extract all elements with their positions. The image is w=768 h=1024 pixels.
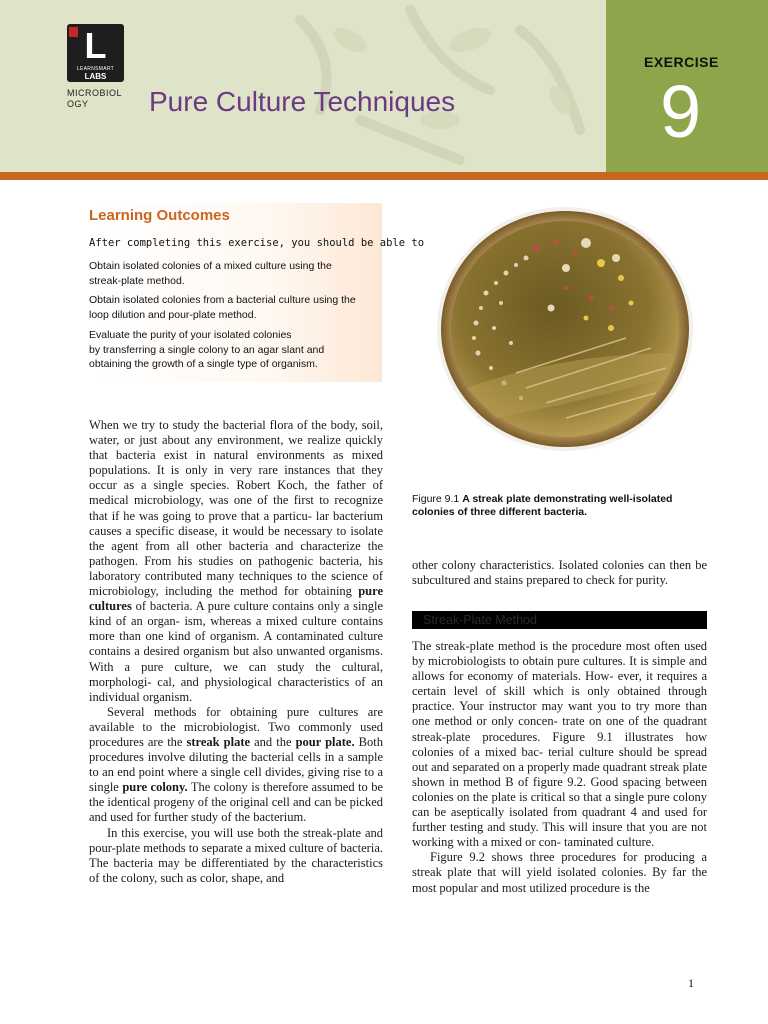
- outcome-line: by transferring a single colony to an agar slant and: [89, 343, 325, 356]
- streak-plate-photo: [426, 203, 704, 453]
- text-run: Several methods for obtaining pure cultures are available to the microbiologist. Two commonly used procedures are the: [89, 704, 383, 749]
- bold-term: pure cultures: [89, 584, 383, 614]
- outcome-line: Obtain isolated colonies from a bacterial culture using the: [89, 294, 356, 306]
- bold-term: pour plate.: [295, 734, 355, 749]
- exercise-label: EXERCISE: [644, 54, 719, 70]
- subject-label: MICROBIOL OGY: [67, 88, 122, 109]
- logo-big-text: LABS: [84, 72, 107, 81]
- body-paragraph: [89, 705, 383, 826]
- figure-caption-text: A streak plate demonstrating well-isolated colonies of three different bacteria.: [412, 493, 673, 518]
- page-title: Pure Culture Techniques: [149, 86, 456, 117]
- text-run: of bacteria. A pure culture contains only a single kind of an organ- ism, whereas a mixed culture contains more than one kind of organism. A contaminated culture contains a desired organism but also unwanted organisms. With a pure culture, we can study the cultural, morphologi- cal, and physiological characteristics of an individual organism.: [89, 599, 383, 704]
- outcome-line: loop dilution and pour-plate method.: [89, 308, 257, 321]
- learning-outcomes-intro: After completing this exercise, you should be able to: [89, 237, 425, 249]
- bold-term: streak plate: [186, 734, 251, 749]
- right-column-text: [412, 639, 707, 896]
- text-run: The colony is therefore assumed to be the identical progeny of the original cell and can be picked and used for further study of the bacterium.: [89, 780, 384, 825]
- page-number: 1: [688, 976, 694, 990]
- learning-outcome-item: [89, 328, 379, 372]
- exercise-number: 9: [660, 70, 702, 153]
- learning-outcome-item: [89, 293, 379, 322]
- right-column-intro: [412, 558, 707, 588]
- body-paragraph: The streak-plate method is the procedure most often used by microbiologists to obtain pure cultures. It is simple and allows for economy of materials. How- ever, it requires a certain level of skill which is only obtained through practice. Your instructor may want you to try more than one method or only concen- trate on one of the quadrant streak-plate procedures. Figure 9.1 illustrates how colonies of a mixed bac- terial culture should be spread out and separated on a properly made quadrant streak plate shown in method B of figure 9.2. Good spacing between colonies on the plate is critical so that a single pure colony can be aseptically isolated from quadrant 4 and used for further testing and study. This will insure that you are not working with a mixed or con- taminated culture.: [412, 639, 707, 850]
- bold-term: pure colony.: [122, 780, 188, 795]
- body-paragraph: other colony characteristics. Isolated colonies can then be subcultured and stains prepared to check for purity.: [412, 558, 707, 588]
- body-paragraph: Figure 9.2 shows three procedures for producing a streak plate that will yield isolated colonies. By far the most popular and most utilized procedure is the: [412, 850, 707, 895]
- learning-outcome-item: [89, 259, 379, 288]
- learning-outcomes-title: Learning Outcomes: [89, 207, 230, 224]
- body-paragraph: In this exercise, you will use both the streak-plate and pour-plate methods to separate a mixed culture of bacteria. The bacteria may be differentiated by the characteristics of the colony, such as color, shape, and: [89, 825, 383, 885]
- learnsmart-labs-logo: [67, 24, 124, 82]
- outcome-line: Obtain isolated colonies of a mixed culture using the: [89, 260, 332, 272]
- left-column-text: [89, 418, 383, 886]
- outcome-line: obtaining the growth of a single type of organism.: [89, 358, 318, 370]
- logo-small-text: LEARNSMART: [76, 66, 115, 72]
- logo-letter: L: [84, 25, 107, 66]
- body-paragraph: [89, 418, 383, 705]
- text-run: and the: [250, 734, 296, 749]
- header-rule: [0, 172, 768, 180]
- outcome-line: streak-plate method.: [89, 274, 185, 287]
- text-run: When we try to study the bacterial flora of the body, soil, water, or just about any environment, we realize quickly that bacteria exist in natural environments as mixed populations. It is only in very rare instances that they occur as a single species. Robert Koch, the father of medical microbiology, was one of the first to recognize that if he was going to prove that a particu- lar bacterium causes a specific disease, it would be necessary to isolate the agent from all other bacteria and characterize the pathogen. From his studies on pathogenic bacteria, his laboratory contributed many techniques to the science of microbiology, including the method for obtaining: [89, 418, 383, 599]
- figure-caption: [412, 493, 712, 519]
- text-run: Both procedures involve diluting the bacterial cells in a sample to an end point where a single cell divides, giving rise to a single: [89, 734, 383, 795]
- figure-label: Figure 9.1: [412, 493, 460, 505]
- outcome-line: Evaluate the purity of your isolated colonies: [89, 329, 292, 341]
- section-heading: Streak-Plate Method: [423, 613, 537, 627]
